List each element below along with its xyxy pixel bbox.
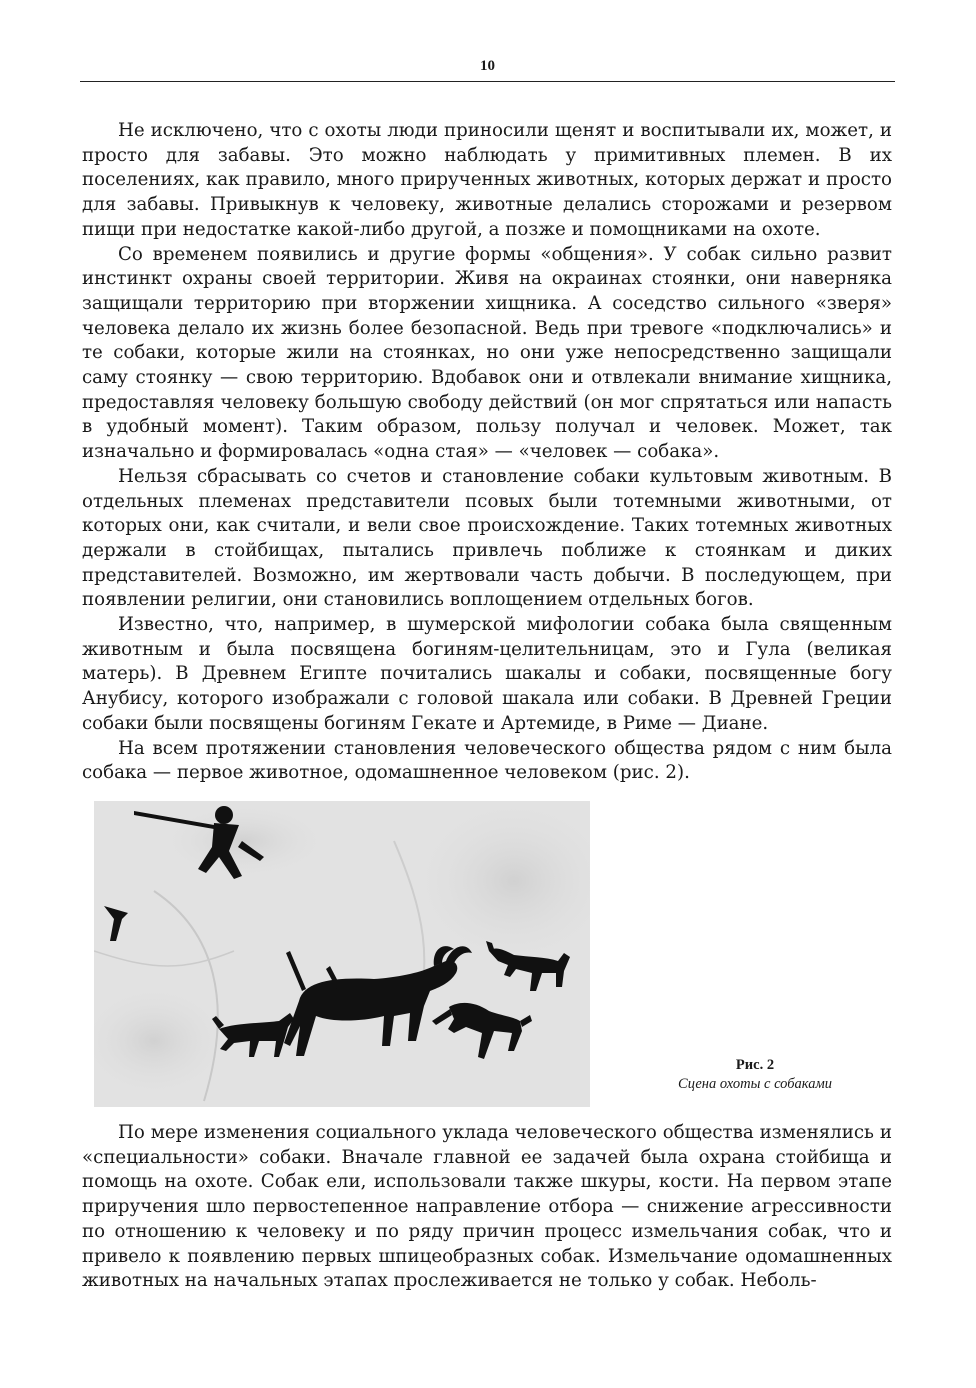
figure-label: Рис. 2 <box>735 1057 775 1073</box>
paragraph: Нельзя сбрасывать со счетов и становление собаки культовым животным. В отдельных племенах представители псовых были тотемными животными, от которых они, как считали, и вели свое происхождение. Таких тотемных животных держали в стойбищах, пытались привлечь поближе к стоянкам и диких представителей. Возможно, им жертвовали часть добычи. В последующем, при появлении религии, они становились воплощением отдельных богов. <box>82 465 892 611</box>
body-text-bottom <box>82 1121 892 1294</box>
paragraph: На всем протяжении становления человеческого общества рядом с ним была собака — первое животное, одомашненное человеком (рис. 2). <box>82 737 892 784</box>
paragraph: Известно, что, например, в шумерской мифологии собака была священным животным и была посвящена богиням-целительницам, это и Гула (великая матерь). В Древнем Египте почитались шакалы и собаки, посвященные богу Анубису, которого изображали с головой шакала или собаки. В Древней Греции собаки были посвящены богиням Гекате и Артемиде, в Риме — Диане. <box>82 614 892 734</box>
paragraph: По мере изменения социального уклада человеческого общества изменялись и «специальности» собаки. Вначале главной ее задачей была охрана стойбища и помощь на охоте. Собак ели, использовали также шкуры, кости. На первом этапе приручения шло первостепенное направление отбора — снижение агрессивности по отношению к человеку и по ряду причин процесс измельчания собак, что и привело к появлению первых шпицеобразных собак. Измельчание одомашненных животных на начальных этапах прослеживается не только у собак. Неболь- <box>82 1122 892 1292</box>
paragraph: Со временем появились и другие формы «общения». У собак сильно развит инстинкт охраны своей территории. Живя на окраинах стоянки, они наверняка защищали территорию при вторжении хищника. А соседство сильного «зверя» человека делало их жизнь более безопасной. Ведь при тревоге «подключались» и те собаки, которые жили на стоянках, но они уже непосредственно защищали саму стоянку — свою территорию. Вдобавок они и отвлекали внимание хищника, предоставляя человеку большую свободу действий (он мог спрятаться или напасть в удобный момент). Таким образом, пользу получал и человек. Может, так изначально и формировалась «одна стая» — «человек — собака». <box>82 243 892 463</box>
figure-rock-art <box>94 801 590 1107</box>
figure-caption-text: Сцена охоты с собаками <box>678 1076 832 1092</box>
hunting-scene-illustration <box>94 801 590 1107</box>
paragraph: Не исключено, что с охоты люди приносили щенят и воспитывали их, может, и просто для забавы. Это можно наблюдать у примитивных племен. В их поселениях, как правило, много прирученных животных, которых держат и просто для забавы. Привыкнув к человеку, животные делались сторожами и резервом пищи при недостатке какой-либо другой, а позже и помощниками на охоте. <box>82 120 892 240</box>
body-text-top <box>82 119 892 786</box>
page-number: 10 <box>480 58 495 74</box>
figure-caption <box>610 1056 900 1094</box>
page-header <box>80 56 895 82</box>
